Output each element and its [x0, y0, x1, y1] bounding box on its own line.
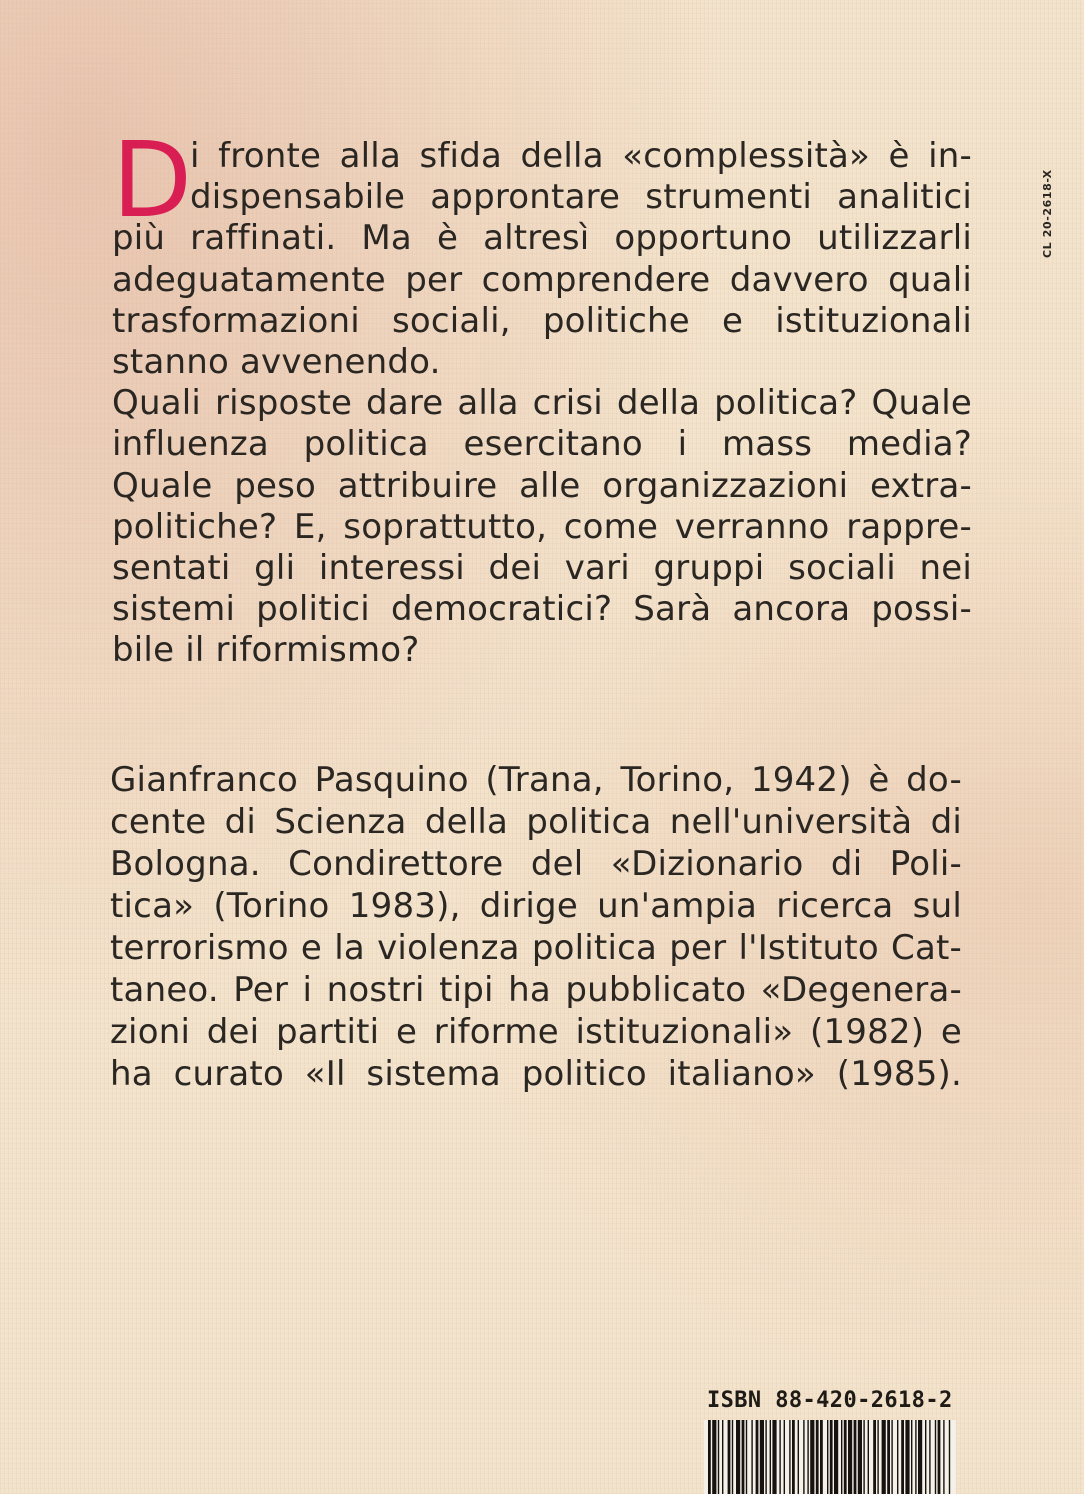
barcode-bar	[830, 1420, 833, 1494]
barcode-bar	[756, 1420, 759, 1494]
isbn-number: ISBN 88-420-2618-2	[707, 1388, 953, 1413]
barcode-bar	[772, 1420, 776, 1494]
barcode-bar	[868, 1420, 869, 1494]
barcode-icon	[704, 1420, 956, 1494]
barcode-bar	[712, 1420, 716, 1494]
barcode-bar	[877, 1420, 878, 1494]
barcode-bar	[742, 1420, 745, 1494]
barcode-bar	[784, 1420, 785, 1494]
bio-line: Gianfranco Pasquino (Trana, Torino, 1942) è do-	[110, 760, 962, 800]
barcode-bar	[751, 1420, 752, 1494]
bio-line: taneo. Per i nostri tipi ha pubblicato «Degenera-	[110, 970, 962, 1010]
barcode-bar	[848, 1420, 852, 1494]
barcode-bar	[915, 1420, 916, 1494]
barcode-bar	[779, 1420, 780, 1494]
barcode-bar	[820, 1420, 823, 1494]
blurb-line: più raffinati. Ma è altresì opportuno utilizzarli	[112, 218, 972, 259]
barcode-bar	[722, 1420, 723, 1494]
barcode-bar	[736, 1420, 740, 1494]
blurb-line: adeguatamente per comprendere davvero quali	[112, 259, 972, 300]
blurb-line: sentati gli interessi dei vari gruppi sociali nei	[112, 548, 972, 589]
barcode-bar	[925, 1420, 926, 1494]
barcode-bar	[732, 1420, 733, 1494]
bio-line: ha curato «Il sistema politico italiano» (1985).	[110, 1054, 962, 1094]
catalog-code: CL 20-2618-X	[1041, 169, 1054, 258]
blurb-line: dispensabile approntare strumenti analitici	[190, 177, 972, 218]
barcode-bar	[911, 1420, 912, 1494]
barcode-bar	[834, 1420, 838, 1494]
barcode	[704, 1420, 956, 1494]
barcode-bar	[765, 1420, 766, 1494]
barcode-bar	[844, 1420, 847, 1494]
blurb-line: stanno avvenendo.	[112, 342, 441, 383]
barcode-bar	[816, 1420, 819, 1494]
barcode-bar	[858, 1420, 862, 1494]
blurb-line: trasformazioni sociali, politiche e istituzionali	[112, 300, 972, 341]
barcode-bar	[901, 1420, 904, 1494]
barcode-bar	[929, 1420, 930, 1494]
barcode-bar	[807, 1420, 808, 1494]
barcode-bar	[863, 1420, 864, 1494]
blurb-line: sistemi politici democratici? Sarà ancora possi-	[112, 589, 972, 630]
bio-line: cente di Scienza della politica nell'università di	[110, 802, 962, 842]
barcode-bar	[760, 1420, 764, 1494]
barcode-bar	[897, 1420, 898, 1494]
blurb-line: i fronte alla sfida della «complessità» è in-	[190, 136, 972, 176]
blurb-line: bile il riformismo?	[112, 630, 420, 671]
barcode-bar	[728, 1420, 731, 1494]
barcode-bar	[792, 1420, 795, 1494]
blurb-line: influenza politica esercitano i mass media?	[112, 424, 972, 465]
bio-line: Bologna. Condirettore del «Dizionario di Poli-	[110, 844, 962, 884]
barcode-bar	[891, 1420, 892, 1494]
barcode-bar	[841, 1420, 842, 1494]
barcode-bar	[882, 1420, 886, 1494]
blurb-line: politiche? E, soprattutto, come verranno rappre-	[112, 506, 972, 547]
barcode-bar	[935, 1420, 936, 1494]
barcode-bar	[718, 1420, 719, 1494]
barcode-bar	[798, 1420, 799, 1494]
bio-line: zioni dei partiti e riforme istituzionali» (1982) e	[110, 1012, 962, 1052]
barcode-bar	[873, 1420, 876, 1494]
barcode-bar	[943, 1420, 944, 1494]
barcode-bar	[854, 1420, 857, 1494]
drop-cap: D	[112, 119, 193, 241]
barcode-bar	[949, 1420, 950, 1494]
barcode-bar	[708, 1420, 711, 1494]
barcode-bar	[810, 1420, 814, 1494]
barcode-bar	[803, 1420, 804, 1494]
barcode-bar	[918, 1420, 922, 1494]
barcode-bar	[938, 1420, 941, 1494]
barcode-bar	[905, 1420, 909, 1494]
barcode-bar	[746, 1420, 747, 1494]
bio-line: tica» (Torino 1983), dirige un'ampia ricerca sul	[110, 886, 962, 926]
barcode-bar	[827, 1420, 828, 1494]
bio-line: terrorismo e la violenza politica per l'Istituto Cat-	[110, 928, 962, 968]
blurb-line: Quali risposte dare alla crisi della politica? Quale	[112, 383, 972, 424]
author-bio	[110, 759, 962, 1095]
barcode-bar	[770, 1420, 771, 1494]
barcode-bar	[887, 1420, 890, 1494]
blurb-line: Quale peso attribuire alle organizzazioni extra-	[112, 465, 972, 506]
barcode-bar	[789, 1420, 790, 1494]
blurb-text	[112, 119, 972, 672]
